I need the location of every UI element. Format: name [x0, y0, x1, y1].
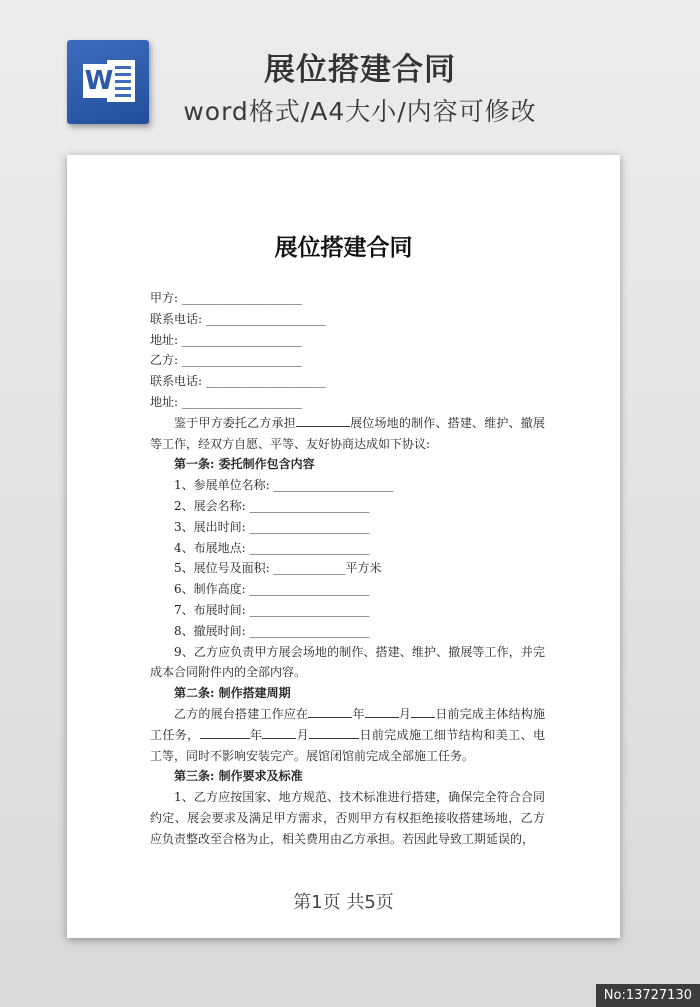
document-title: 展位搭建合同 — [274, 234, 413, 261]
party-a-phone-field: 联系电话: ____________________ — [150, 311, 326, 326]
word-letter-tile: W — [84, 66, 114, 96]
document-page — [67, 155, 620, 938]
article-3-paragraph: 1、乙方应按国家、地方规范、技术标准进行搭建，确保完全符合合同约定、展会要求及满足甲方需求，否则甲方有权拒绝接收搭建场地，乙方应负责整改至合格为止，相关费用由乙方承担。若因此导致工期延误的， — [150, 790, 545, 846]
page-number-footer: 第1页 共5页 — [293, 892, 394, 913]
item-setup-location: 4、布展地点: ____________________ — [174, 540, 370, 555]
party-a-field: 甲方: ____________________ — [150, 291, 302, 305]
party-a-address-field: 地址: ____________________ — [150, 332, 302, 347]
article-2-heading: 第二条: 制作搭建周期 — [174, 686, 291, 701]
article-2-text-c: 日前完成施工细节结构和美工、电工等，同时不影响安装完产。展馆闭馆前完成全部施工任务。 — [150, 727, 545, 763]
intro-prefix: 鉴于甲方委托乙方承担 — [174, 415, 296, 430]
item-setup-time: 7、布展时间: ____________________ — [174, 602, 370, 617]
item-exhibition-name: 2、展会名称: ____________________ — [174, 498, 370, 513]
year-label: 年 — [249, 727, 263, 742]
blank-underline — [200, 728, 250, 739]
blank-underline — [262, 728, 296, 739]
party-b-field: 乙方: ____________________ — [150, 353, 302, 368]
party-b-phone-field: 联系电话: ____________________ — [150, 374, 326, 389]
article-1-heading: 第一条: 委托制作包含内容 — [174, 457, 315, 472]
blank-underline — [296, 416, 350, 427]
party-b-address-field: 地址: ____________________ — [150, 394, 302, 409]
month-label: 月 — [398, 706, 412, 721]
article-3-heading: 第三条: 制作要求及标准 — [174, 769, 303, 784]
item-build-height: 6、制作高度: ____________________ — [174, 582, 370, 597]
item-teardown-time: 8、撤展时间: ____________________ — [174, 623, 370, 638]
header-subtitle: word格式/A4大小/内容可修改 — [183, 97, 537, 126]
blank-underline — [365, 707, 399, 718]
item-9-paragraph: 9、乙方应负责甲方展会场地的制作、搭建、维护、撤展等工作，并完成本合同附件内的全部内容。 — [150, 644, 545, 680]
month-label: 月 — [296, 727, 310, 742]
item-exhibition-time: 3、展出时间: ____________________ — [174, 519, 370, 534]
document-body — [150, 288, 545, 850]
article-2-paragraph — [150, 704, 545, 766]
blank-underline — [411, 707, 435, 718]
article-2-text-b: 日前完成主体结构施工任务， — [150, 706, 545, 742]
header-title: 展位搭建合同 — [264, 52, 456, 88]
blank-underline — [309, 728, 359, 739]
intro-suffix: 展位场地的制作、搭建、维护、撤展等工作，经双方自愿、平等、友好协商达成如下协议: — [150, 415, 545, 451]
article-2-text-a: 乙方的展台搭建工作应在 — [174, 706, 309, 721]
image-id-badge: No:13727130 — [596, 984, 700, 1007]
blank-underline — [308, 707, 352, 718]
item-booth-area: 5、展位号及面积: ____________平方米 — [174, 561, 382, 576]
item-exhibitor-name: 1、参展单位名称: ____________________ — [174, 478, 394, 493]
year-label: 年 — [352, 706, 365, 721]
word-file-icon — [67, 40, 149, 124]
intro-paragraph — [150, 413, 545, 455]
